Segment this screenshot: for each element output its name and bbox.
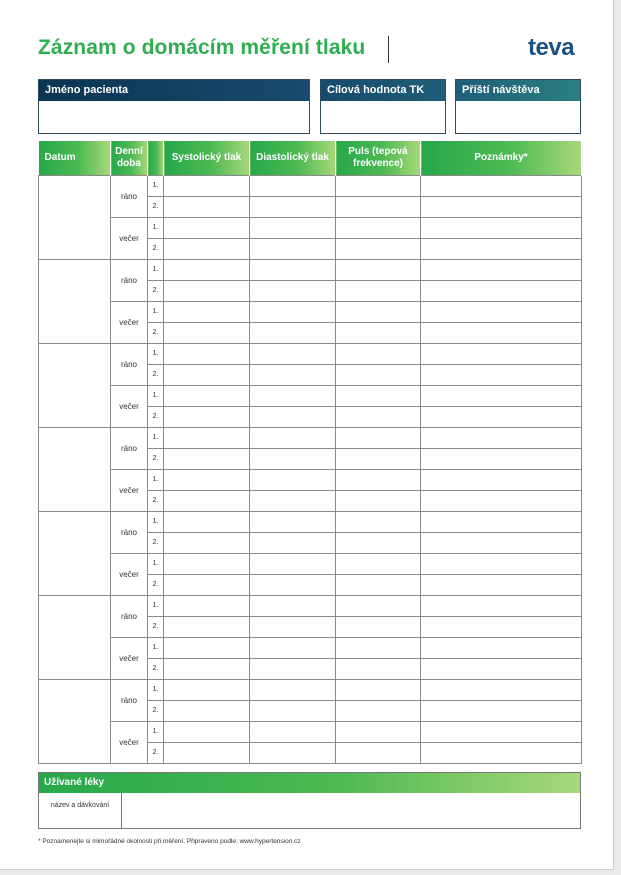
- text-cursor: [388, 36, 389, 63]
- measurement-number: 1.: [148, 553, 164, 574]
- measurement-number: 1.: [148, 595, 164, 616]
- evening-label: večer: [111, 301, 148, 343]
- systolic-cell[interactable]: [164, 280, 250, 301]
- systolic-cell[interactable]: [164, 469, 250, 490]
- table-row: [39, 469, 582, 490]
- notes-cell[interactable]: [421, 469, 582, 490]
- systolic-cell[interactable]: [164, 448, 250, 469]
- table-row: [39, 679, 582, 700]
- date-cell[interactable]: [39, 427, 111, 511]
- pulse-cell[interactable]: [336, 280, 421, 301]
- notes-cell[interactable]: [421, 364, 582, 385]
- diastolic-cell[interactable]: [250, 700, 336, 721]
- notes-cell[interactable]: [421, 595, 582, 616]
- measurement-number: 1.: [148, 343, 164, 364]
- target-bp-field[interactable]: [321, 101, 445, 133]
- notes-cell[interactable]: [421, 700, 582, 721]
- morning-label: ráno: [111, 343, 148, 385]
- measurement-number: 2.: [148, 490, 164, 511]
- morning-label: ráno: [111, 595, 148, 637]
- systolic-cell[interactable]: [164, 490, 250, 511]
- notes-cell[interactable]: [421, 385, 582, 406]
- measurement-table: [38, 141, 582, 764]
- page-title: Záznam o domácím měření tlaku: [38, 36, 366, 59]
- table-body: [39, 175, 582, 763]
- diastolic-cell[interactable]: [250, 511, 336, 532]
- measurement-number: 2.: [148, 406, 164, 427]
- col-time-of-day: Denní doba: [111, 141, 148, 175]
- pulse-cell[interactable]: [336, 301, 421, 322]
- pulse-cell[interactable]: [336, 574, 421, 595]
- measurement-number: 1.: [148, 175, 164, 196]
- measurement-number: 1.: [148, 427, 164, 448]
- diastolic-cell[interactable]: [250, 574, 336, 595]
- evening-label: večer: [111, 553, 148, 595]
- measurement-number: 2.: [148, 280, 164, 301]
- measurement-number: 2.: [148, 322, 164, 343]
- col-date: Datum: [39, 141, 111, 175]
- table-row: [39, 511, 582, 532]
- pulse-cell[interactable]: [336, 490, 421, 511]
- systolic-cell[interactable]: [164, 574, 250, 595]
- morning-label: ráno: [111, 427, 148, 469]
- pulse-cell[interactable]: [336, 511, 421, 532]
- date-cell[interactable]: [39, 511, 111, 595]
- table-row: [39, 637, 582, 658]
- measurement-number: 1.: [148, 259, 164, 280]
- notes-cell[interactable]: [421, 259, 582, 280]
- systolic-cell[interactable]: [164, 700, 250, 721]
- table-row: [39, 721, 582, 742]
- systolic-cell[interactable]: [164, 658, 250, 679]
- diastolic-cell[interactable]: [250, 259, 336, 280]
- pulse-cell[interactable]: [336, 322, 421, 343]
- pulse-cell[interactable]: [336, 175, 421, 196]
- pulse-cell[interactable]: [336, 679, 421, 700]
- notes-cell[interactable]: [421, 658, 582, 679]
- diastolic-cell[interactable]: [250, 490, 336, 511]
- teva-logo: [528, 34, 574, 62]
- target-bp-label: Cílová hodnota TK: [321, 80, 445, 101]
- evening-label: večer: [111, 637, 148, 679]
- target-bp-box: [320, 79, 446, 134]
- pulse-cell[interactable]: [336, 700, 421, 721]
- patient-name-field[interactable]: [39, 101, 309, 133]
- measurement-number: 1.: [148, 637, 164, 658]
- systolic-cell[interactable]: [164, 595, 250, 616]
- date-cell[interactable]: [39, 679, 111, 763]
- notes-cell[interactable]: [421, 490, 582, 511]
- pulse-cell[interactable]: [336, 616, 421, 637]
- measurement-number: 1.: [148, 301, 164, 322]
- measurement-number: 2.: [148, 448, 164, 469]
- diastolic-cell[interactable]: [250, 322, 336, 343]
- diastolic-cell[interactable]: [250, 469, 336, 490]
- diastolic-cell[interactable]: [250, 721, 336, 742]
- notes-cell[interactable]: [421, 280, 582, 301]
- diastolic-cell[interactable]: [250, 679, 336, 700]
- systolic-cell[interactable]: [164, 721, 250, 742]
- notes-cell[interactable]: [421, 196, 582, 217]
- notes-cell[interactable]: [421, 322, 582, 343]
- diastolic-cell[interactable]: [250, 742, 336, 763]
- systolic-cell[interactable]: [164, 427, 250, 448]
- diastolic-cell[interactable]: [250, 532, 336, 553]
- notes-cell[interactable]: [421, 553, 582, 574]
- systolic-cell[interactable]: [164, 406, 250, 427]
- notes-cell[interactable]: [421, 238, 582, 259]
- notes-cell[interactable]: [421, 511, 582, 532]
- table-row: [39, 595, 582, 616]
- diastolic-cell[interactable]: [250, 448, 336, 469]
- measurement-number: 2.: [148, 196, 164, 217]
- patient-name-box: [38, 79, 310, 134]
- pulse-cell[interactable]: [336, 196, 421, 217]
- pulse-cell[interactable]: [336, 259, 421, 280]
- measurement-number: 2.: [148, 238, 164, 259]
- notes-cell[interactable]: [421, 406, 582, 427]
- morning-label: ráno: [111, 259, 148, 301]
- table-row: [39, 259, 582, 280]
- diastolic-cell[interactable]: [250, 616, 336, 637]
- notes-cell[interactable]: [421, 448, 582, 469]
- notes-cell[interactable]: [421, 427, 582, 448]
- notes-cell[interactable]: [421, 217, 582, 238]
- systolic-cell[interactable]: [164, 511, 250, 532]
- pulse-cell[interactable]: [336, 742, 421, 763]
- diastolic-cell[interactable]: [250, 595, 336, 616]
- diastolic-cell[interactable]: [250, 196, 336, 217]
- measurement-number: 2.: [148, 616, 164, 637]
- col-diastolic: Diastolický tlak: [250, 141, 336, 175]
- morning-label: ráno: [111, 511, 148, 553]
- medications-row-label: název a dávkování: [39, 793, 122, 829]
- date-cell[interactable]: [39, 259, 111, 343]
- pulse-cell[interactable]: [336, 637, 421, 658]
- measurement-number: 2.: [148, 574, 164, 595]
- pulse-cell[interactable]: [336, 385, 421, 406]
- pulse-cell[interactable]: [336, 406, 421, 427]
- measurement-number: 2.: [148, 364, 164, 385]
- diastolic-cell[interactable]: [250, 553, 336, 574]
- pulse-cell[interactable]: [336, 448, 421, 469]
- logo-text: teva: [528, 34, 575, 61]
- evening-label: večer: [111, 469, 148, 511]
- pulse-cell[interactable]: [336, 364, 421, 385]
- diastolic-cell[interactable]: [250, 238, 336, 259]
- table-row: [39, 343, 582, 364]
- measurement-number: 1.: [148, 721, 164, 742]
- systolic-cell[interactable]: [164, 679, 250, 700]
- pulse-cell[interactable]: [336, 595, 421, 616]
- systolic-cell[interactable]: [164, 175, 250, 196]
- systolic-cell[interactable]: [164, 637, 250, 658]
- date-cell[interactable]: [39, 595, 111, 679]
- next-visit-box: [455, 79, 581, 134]
- pulse-cell[interactable]: [336, 343, 421, 364]
- table-row: [39, 427, 582, 448]
- notes-cell[interactable]: [421, 175, 582, 196]
- table-row: [39, 217, 582, 238]
- measurement-number: 1.: [148, 679, 164, 700]
- col-notes: Poznámky*: [421, 141, 582, 175]
- pulse-cell[interactable]: [336, 469, 421, 490]
- systolic-cell[interactable]: [164, 322, 250, 343]
- systolic-cell[interactable]: [164, 553, 250, 574]
- diastolic-cell[interactable]: [250, 301, 336, 322]
- medications-header: Užívané léky: [39, 773, 580, 793]
- pulse-cell[interactable]: [336, 217, 421, 238]
- systolic-cell[interactable]: [164, 301, 250, 322]
- pulse-cell[interactable]: [336, 553, 421, 574]
- col-systolic: Systolický tlak: [164, 141, 250, 175]
- evening-label: večer: [111, 385, 148, 427]
- col-measurement-number: [148, 141, 164, 175]
- measurement-number: 1.: [148, 217, 164, 238]
- systolic-cell[interactable]: [164, 196, 250, 217]
- systolic-cell[interactable]: [164, 532, 250, 553]
- measurement-number: 2.: [148, 532, 164, 553]
- pulse-cell[interactable]: [336, 238, 421, 259]
- footnote: * Poznamenejte si mimořádné okolnosti při měření. Připraveno podle: www.hypertension.cz: [38, 838, 301, 845]
- next-visit-field[interactable]: [456, 101, 580, 133]
- measurement-number: 2.: [148, 700, 164, 721]
- notes-cell[interactable]: [421, 742, 582, 763]
- table-header-row: [39, 141, 582, 175]
- diastolic-cell[interactable]: [250, 637, 336, 658]
- diastolic-cell[interactable]: [250, 406, 336, 427]
- systolic-cell[interactable]: [164, 343, 250, 364]
- notes-cell[interactable]: [421, 532, 582, 553]
- table-row: [39, 553, 582, 574]
- systolic-cell[interactable]: [164, 238, 250, 259]
- measurement-number: 2.: [148, 658, 164, 679]
- notes-cell[interactable]: [421, 637, 582, 658]
- measurement-number: 1.: [148, 385, 164, 406]
- pulse-cell[interactable]: [336, 427, 421, 448]
- next-visit-label: Příští návštěva: [456, 80, 580, 101]
- table-row: [39, 385, 582, 406]
- table-row: [39, 301, 582, 322]
- notes-cell[interactable]: [421, 679, 582, 700]
- notes-cell[interactable]: [421, 574, 582, 595]
- systolic-cell[interactable]: [164, 385, 250, 406]
- systolic-cell[interactable]: [164, 364, 250, 385]
- diastolic-cell[interactable]: [250, 343, 336, 364]
- diastolic-cell[interactable]: [250, 217, 336, 238]
- medications-box: [38, 772, 581, 829]
- measurement-number: 1.: [148, 511, 164, 532]
- notes-cell[interactable]: [421, 301, 582, 322]
- diastolic-cell[interactable]: [250, 364, 336, 385]
- systolic-cell[interactable]: [164, 616, 250, 637]
- table-row: [39, 175, 582, 196]
- pulse-cell[interactable]: [336, 721, 421, 742]
- patient-name-label: Jméno pacienta: [39, 80, 309, 101]
- evening-label: večer: [111, 217, 148, 259]
- date-cell[interactable]: [39, 343, 111, 427]
- measurement-number: 1.: [148, 469, 164, 490]
- systolic-cell[interactable]: [164, 742, 250, 763]
- systolic-cell[interactable]: [164, 259, 250, 280]
- pulse-cell[interactable]: [336, 532, 421, 553]
- morning-label: ráno: [111, 175, 148, 217]
- diastolic-cell[interactable]: [250, 175, 336, 196]
- diastolic-cell[interactable]: [250, 427, 336, 448]
- diastolic-cell[interactable]: [250, 280, 336, 301]
- measurement-number: 2.: [148, 742, 164, 763]
- notes-cell[interactable]: [421, 616, 582, 637]
- notes-cell[interactable]: [421, 721, 582, 742]
- diastolic-cell[interactable]: [250, 385, 336, 406]
- date-cell[interactable]: [39, 175, 111, 259]
- evening-label: večer: [111, 721, 148, 763]
- systolic-cell[interactable]: [164, 217, 250, 238]
- morning-label: ráno: [111, 679, 148, 721]
- col-pulse: Puls (tepová frekvence): [336, 141, 421, 175]
- pulse-cell[interactable]: [336, 658, 421, 679]
- diastolic-cell[interactable]: [250, 658, 336, 679]
- notes-cell[interactable]: [421, 343, 582, 364]
